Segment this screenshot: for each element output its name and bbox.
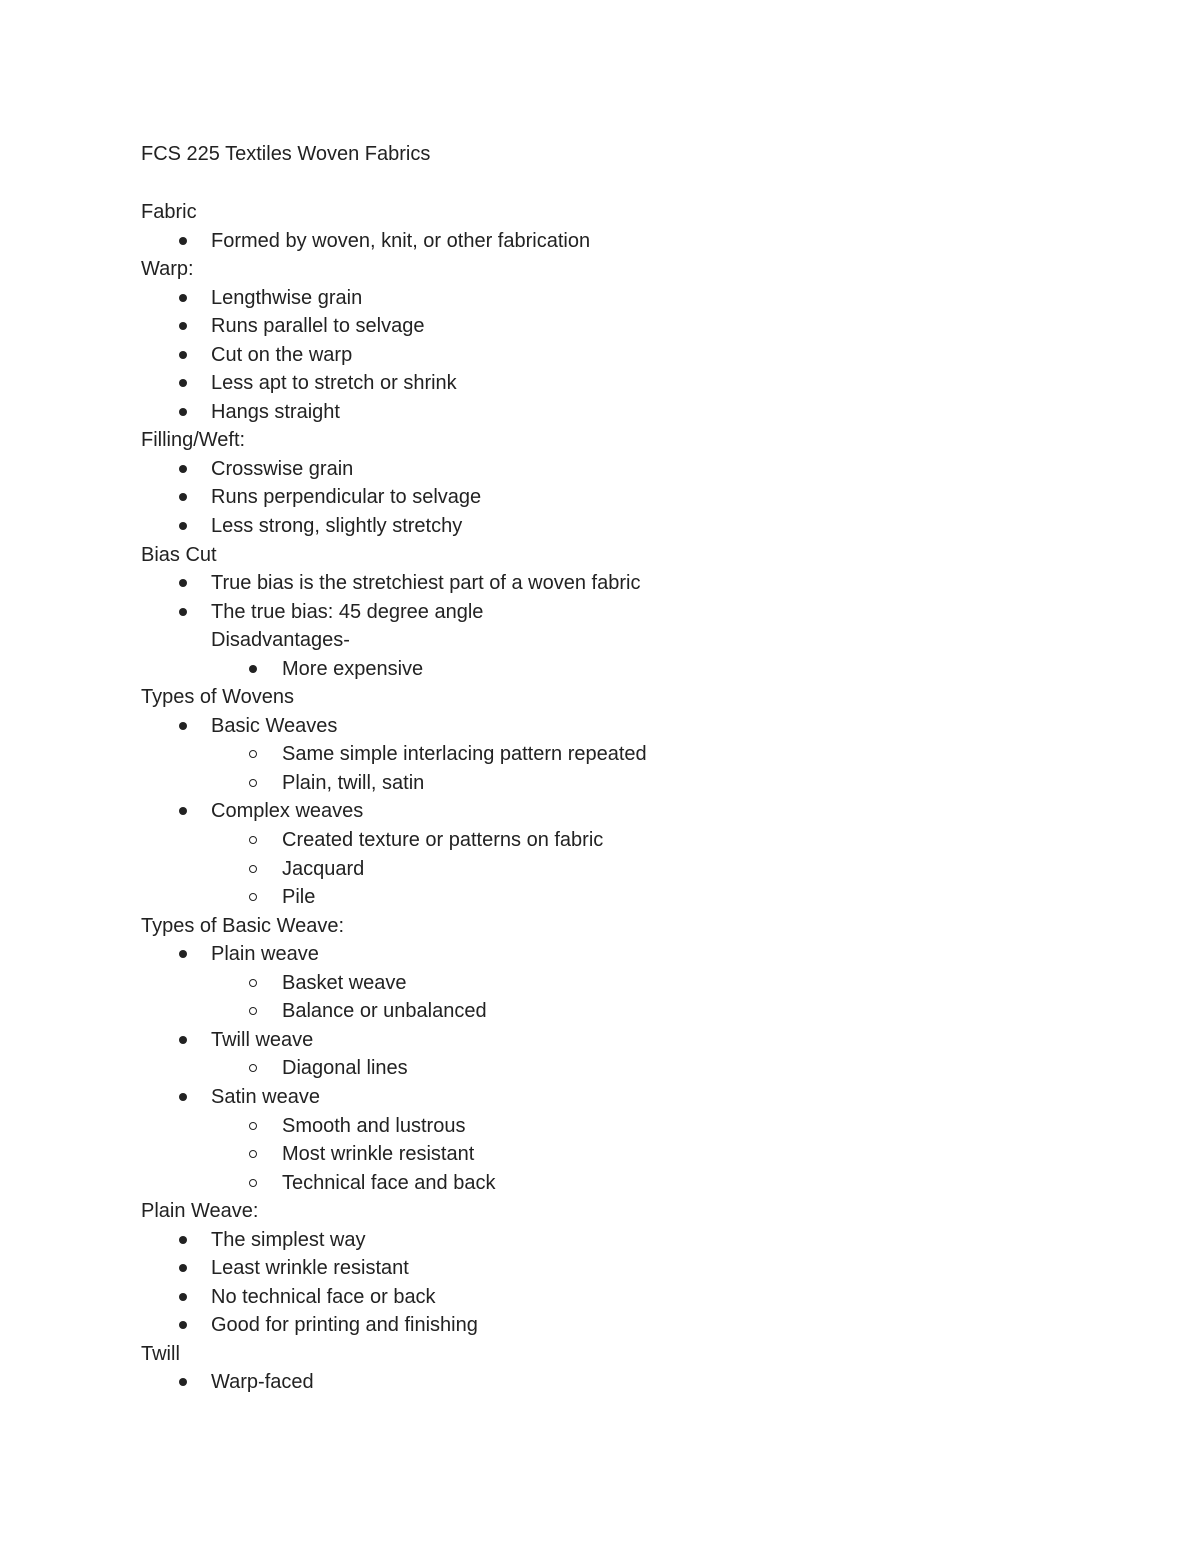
list-item-text: Technical face and back [282, 1171, 496, 1194]
list-item-text: True bias is the stretchiest part of a woven fabric [211, 572, 641, 595]
list-item [0, 883, 1200, 912]
section-heading-text: Types of Basic Weave: [141, 914, 345, 937]
bullet-disc-icon [179, 284, 189, 313]
section-heading [0, 912, 1200, 941]
list-item-text: The true bias: 45 degree angle [211, 600, 484, 623]
list-item-text: Less strong, slightly stretchy [211, 515, 463, 538]
list-item [0, 740, 1200, 769]
list-item [0, 1226, 1200, 1255]
bullet-circle-icon [249, 1169, 259, 1198]
section-heading-text: Filling/Weft: [141, 429, 246, 452]
list-item [0, 455, 1200, 484]
list-item [0, 940, 1200, 969]
document-title: FCS 225 Textiles Woven Fabrics [141, 143, 431, 165]
section-heading [0, 1197, 1200, 1226]
list-item-text: No technical face or back [211, 1285, 436, 1308]
list-item [0, 626, 1200, 655]
bullet-disc-icon [179, 1368, 189, 1397]
list-item [0, 312, 1200, 341]
section-heading-text: Types of Wovens [141, 686, 295, 709]
section-heading [0, 198, 1200, 227]
section-heading [0, 1340, 1200, 1369]
section-heading [0, 683, 1200, 712]
list-item [0, 598, 1200, 627]
list-item-text: Complex weaves [211, 800, 364, 823]
section-heading [0, 541, 1200, 570]
bullet-circle-icon [249, 969, 259, 998]
bullet-disc-icon [179, 227, 189, 256]
list-item-text: Diagonal lines [282, 1057, 408, 1080]
list-item-text: More expensive [282, 657, 424, 680]
bullet-circle-icon [249, 1140, 259, 1169]
list-item [0, 769, 1200, 798]
section-heading [0, 426, 1200, 455]
list-item-text: Lengthwise grain [211, 286, 363, 309]
bullet-disc-icon [179, 1254, 189, 1283]
list-item-text: Jacquard [282, 857, 365, 880]
list-item-text: Disadvantages- [211, 629, 350, 652]
list-item [0, 997, 1200, 1026]
section-heading-text: Bias Cut [141, 543, 217, 566]
list-item-text: Hangs straight [211, 400, 340, 423]
list-item-text: Crosswise grain [211, 457, 354, 480]
bullet-disc-icon [179, 797, 189, 826]
list-item [0, 1026, 1200, 1055]
list-item-text: Good for printing and finishing [211, 1314, 478, 1337]
list-item [0, 1169, 1200, 1198]
bullet-disc-icon [179, 455, 189, 484]
list-item-text: Runs parallel to selvage [211, 315, 425, 338]
bullet-circle-icon [249, 769, 259, 798]
section-heading-text: Warp: [141, 258, 194, 281]
bullet-circle-icon [249, 883, 259, 912]
list-item-text: Most wrinkle resistant [282, 1143, 475, 1166]
list-item [0, 1140, 1200, 1169]
list-item [0, 284, 1200, 313]
bullet-disc-icon [179, 1226, 189, 1255]
list-item [0, 369, 1200, 398]
list-item-text: Least wrinkle resistant [211, 1257, 409, 1280]
list-item [0, 1254, 1200, 1283]
bullet-disc-icon [179, 940, 189, 969]
bullet-disc-icon [179, 398, 189, 427]
bullet-disc-icon [249, 655, 259, 684]
list-item-text: Cut on the warp [211, 343, 353, 366]
bullet-disc-icon [179, 1311, 189, 1340]
list-item [0, 1368, 1200, 1397]
section-heading-text: Plain Weave: [141, 1200, 259, 1223]
list-item-text: Basket weave [282, 971, 407, 994]
list-item [0, 512, 1200, 541]
list-item [0, 712, 1200, 741]
section-heading [0, 255, 1200, 284]
list-item [0, 1054, 1200, 1083]
bullet-disc-icon [179, 1283, 189, 1312]
bullet-disc-icon [179, 483, 189, 512]
bullet-circle-icon [249, 1112, 259, 1141]
bullet-disc-icon [179, 312, 189, 341]
bullet-disc-icon [179, 512, 189, 541]
list-item [0, 1283, 1200, 1312]
list-item-text: Formed by woven, knit, or other fabrication [211, 229, 591, 252]
list-item [0, 655, 1200, 684]
bullet-circle-icon [249, 740, 259, 769]
list-item-text: Satin weave [211, 1085, 320, 1108]
list-item-text: Twill weave [211, 1028, 314, 1051]
list-item-text: Less apt to stretch or shrink [211, 372, 457, 395]
list-item-text: Balance or unbalanced [282, 1000, 487, 1023]
list-item [0, 341, 1200, 370]
bullet-circle-icon [249, 997, 259, 1026]
bullet-circle-icon [249, 855, 259, 884]
list-item-text: Created texture or patterns on fabric [282, 829, 604, 852]
bullet-disc-icon [179, 369, 189, 398]
bullet-disc-icon [179, 341, 189, 370]
list-item-text: The simplest way [211, 1228, 366, 1251]
list-item [0, 398, 1200, 427]
list-item [0, 855, 1200, 884]
list-item [0, 826, 1200, 855]
bullet-circle-icon [249, 826, 259, 855]
list-item [0, 227, 1200, 256]
section-heading-text: Fabric [141, 201, 197, 223]
bullet-circle-icon [249, 1054, 259, 1083]
list-item-text: Same simple interlacing pattern repeated [282, 743, 647, 766]
list-item [0, 1083, 1200, 1112]
bullet-disc-icon [179, 1026, 189, 1055]
list-item [0, 1311, 1200, 1340]
bullet-disc-icon [179, 598, 189, 627]
list-item-text: Plain weave [211, 943, 319, 966]
list-item [0, 797, 1200, 826]
list-item-text: Plain, twill, satin [282, 771, 425, 794]
list-item [0, 483, 1200, 512]
list-item [0, 1112, 1200, 1141]
list-item-text: Smooth and lustrous [282, 1114, 466, 1137]
list-item [0, 969, 1200, 998]
document-body [0, 198, 1200, 1397]
list-item-text: Basic Weaves [211, 714, 338, 737]
bullet-disc-icon [179, 1083, 189, 1112]
list-item [0, 569, 1200, 598]
bullet-disc-icon [179, 712, 189, 741]
list-item-text: Runs perpendicular to selvage [211, 486, 482, 509]
section-heading-text: Twill [141, 1342, 180, 1365]
list-item-text: Pile [282, 886, 316, 909]
bullet-disc-icon [179, 569, 189, 598]
list-item-text: Warp-faced [211, 1371, 314, 1394]
